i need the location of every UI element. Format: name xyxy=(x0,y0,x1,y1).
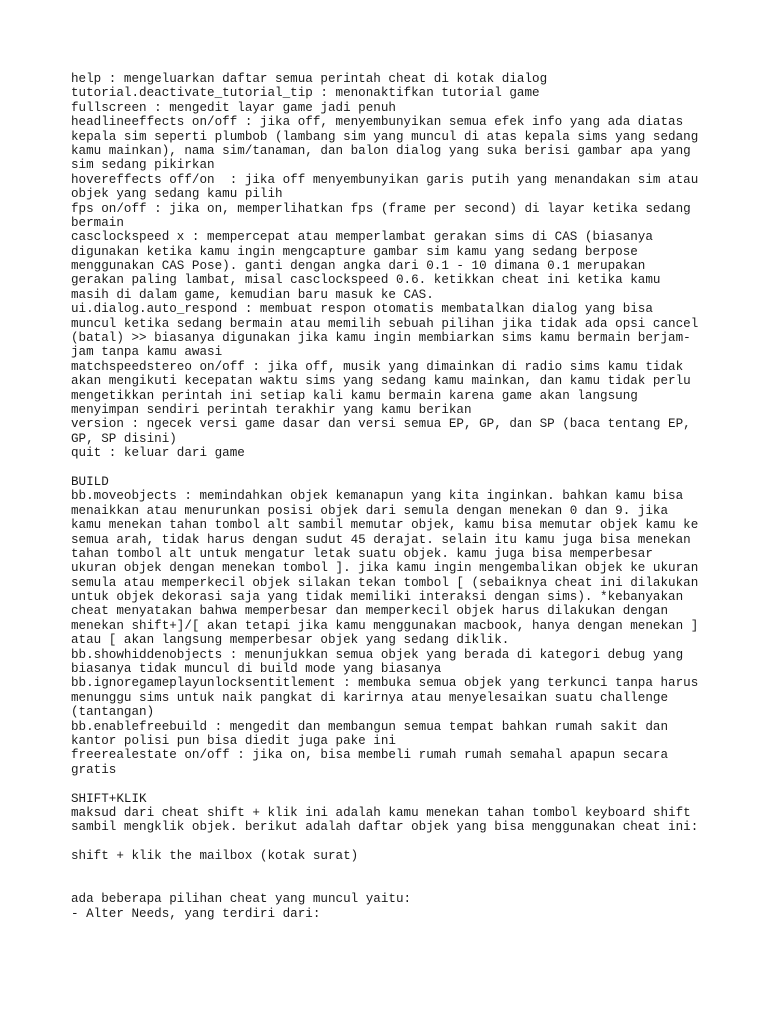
document-page xyxy=(71,72,751,921)
text-line: menekan shift+]/[ akan tetapi jika kamu menggunakan macbook, hanya dengan menekan ] xyxy=(71,618,699,633)
text-line: tutorial.deactivate_tutorial_tip : menonaktifkan tutorial game xyxy=(71,86,540,101)
text-line: mengetikkan perintah ini setiap kali kamu bermain karena game akan langsung xyxy=(71,388,638,403)
text-line: quit : keluar dari game xyxy=(71,446,245,461)
text-line: ada beberapa pilihan cheat yang muncul yaitu: xyxy=(71,892,412,907)
text-line: menyimpan sendiri perintah terakhir yang kamu berikan xyxy=(71,402,472,417)
text-line: kamu menekan tahan tombol alt sambil memutar objek, kamu bisa memutar objek kamu ke xyxy=(71,518,699,533)
text-line: biasanya tidak muncul di build mode yang biasanya xyxy=(71,662,442,677)
text-line: hovereffects off/on : jika off menyembunyikan garis putih yang menandakan sim atau xyxy=(71,172,699,187)
text-line: kantor polisi pun bisa diedit juga pake ini xyxy=(71,733,396,748)
text-line: sim sedang pikirkan xyxy=(71,158,215,173)
text-line: matchspeedstereo on/off : jika off, musik yang dimainkan di radio sims kamu tidak xyxy=(71,359,684,374)
text-line: gratis xyxy=(71,762,117,777)
text-line: casclockspeed x : mempercepat atau memperlambat gerakan sims di CAS (biasanya xyxy=(71,230,653,245)
text-line: headlineeffects on/off : jika off, menyembunyikan semua efek info yang ada diatas xyxy=(71,115,684,130)
text-line: masih di dalam game, kemudian baru masuk ke CAS. xyxy=(71,287,434,302)
text-line: sambil mengklik objek. berikut adalah daftar objek yang bisa menggunakan cheat ini: xyxy=(71,820,699,835)
text-line: untuk objek dekorasi saja yang tidak memiliki interaksi dengan sims). *kebanyakan xyxy=(71,590,684,605)
text-line: freerealestate on/off : jika on, bisa membeli rumah rumah semahal apapun secara xyxy=(71,748,669,763)
text-line: shift + klik the mailbox (kotak surat) xyxy=(71,849,359,864)
section-heading-shift-klik: SHIFT+KLIK xyxy=(71,791,147,806)
text-line: (batal) >> biasanya digunakan jika kamu ingin membiarkan sims kamu bermain berjam- xyxy=(71,331,691,346)
text-line: muncul ketika sedang bermain atau memilih sebuah pilihan jika tidak ada opsi cancel xyxy=(71,316,699,331)
text-line: ukuran objek dengan menekan tombol ]. jika kamu ingin mengembalikan objek ke ukuran xyxy=(71,561,699,576)
text-line: bb.moveobjects : memindahkan objek kemanapun yang kita inginkan. bahkan kamu bisa xyxy=(71,489,684,504)
text-line: kamu mainkan), nama sim/tanaman, dan balon dialog yang suka berisi gambar apa yang xyxy=(71,143,691,158)
section-build xyxy=(71,475,751,777)
text-line: GP, SP disini) xyxy=(71,431,177,446)
text-line: menaikkan atau menurunkan posisi objek dari semula dengan menekan 0 dan 9. jika xyxy=(71,503,669,518)
text-line: semula atau memperkecil objek silakan tekan tombol [ (sebaiknya cheat ini dilakukan xyxy=(71,575,699,590)
text-line: kepala sim seperti plumbob (lambang sim yang muncul di atas kepala sims yang sedang xyxy=(71,129,699,144)
text-line: maksud dari cheat shift + klik ini adalah kamu menekan tahan tombol keyboard shift xyxy=(71,805,691,820)
blank-line xyxy=(71,878,751,892)
section-general-cheats xyxy=(71,72,751,461)
blank-line xyxy=(71,777,751,791)
text-line: - Alter Needs, yang terdiri dari: xyxy=(71,906,321,921)
section-options xyxy=(71,892,751,921)
text-line: bb.ignoregameplayunlocksentitlement : membuka semua objek yang terkunci tanpa harus xyxy=(71,676,699,691)
text-line: jam tanpa kamu awasi xyxy=(71,345,223,360)
text-line: tahan tombol alt untuk mengatur letak suatu objek. kamu juga bisa memperbesar xyxy=(71,546,653,561)
blank-line xyxy=(71,461,751,475)
text-line: cheat menyatakan bahwa memperbesar dan memperkecil objek harus dilakukan dengan xyxy=(71,604,669,619)
text-line: bermain xyxy=(71,215,124,230)
text-line: ui.dialog.auto_respond : membuat respon otomatis membatalkan dialog yang bisa xyxy=(71,302,653,317)
text-line: akan mengikuti kecepatan waktu sims yang sedang kamu mainkan, dan kamu tidak perlu xyxy=(71,374,691,389)
section-mailbox xyxy=(71,849,751,863)
text-line: fullscreen : mengedit layar game jadi penuh xyxy=(71,100,396,115)
text-line: menunggu sims untuk naik pangkat di karirnya atau menyelesaikan suatu challenge xyxy=(71,690,669,705)
blank-line xyxy=(71,835,751,849)
blank-line xyxy=(71,863,751,877)
text-line: help : mengeluarkan daftar semua perintah cheat di kotak dialog xyxy=(71,72,548,86)
text-line: version : ngecek versi game dasar dan versi semua EP, GP, dan SP (baca tentang EP, xyxy=(71,417,691,432)
text-line: menggunakan CAS Pose). ganti dengan angka dari 0.1 - 10 dimana 0.1 merupakan xyxy=(71,259,646,274)
text-line: gerakan paling lambat, misal casclockspeed 0.6. ketikkan cheat ini ketika kamu xyxy=(71,273,661,288)
text-line: fps on/off : jika on, memperlihatkan fps (frame per second) di layar ketika sedang xyxy=(71,201,691,216)
section-heading-build: BUILD xyxy=(71,474,109,489)
text-line: bb.showhiddenobjects : menunjukkan semua objek yang berada di kategori debug yang xyxy=(71,647,684,662)
text-line: atau [ akan langsung memperbesar objek yang sedang diklik. xyxy=(71,633,510,648)
text-line: objek yang sedang kamu pilih xyxy=(71,187,283,202)
text-line: (tantangan) xyxy=(71,705,155,720)
text-line: digunakan ketika kamu ingin mengcapture gambar sim kamu yang sedang berpose xyxy=(71,244,638,259)
text-line: semua arah, tidak harus dengan sudut 45 derajat. selain itu kamu juga bisa menekan xyxy=(71,532,691,547)
section-shift-klik xyxy=(71,792,751,835)
text-line: bb.enablefreebuild : mengedit dan membangun semua tempat bahkan rumah sakit dan xyxy=(71,719,669,734)
